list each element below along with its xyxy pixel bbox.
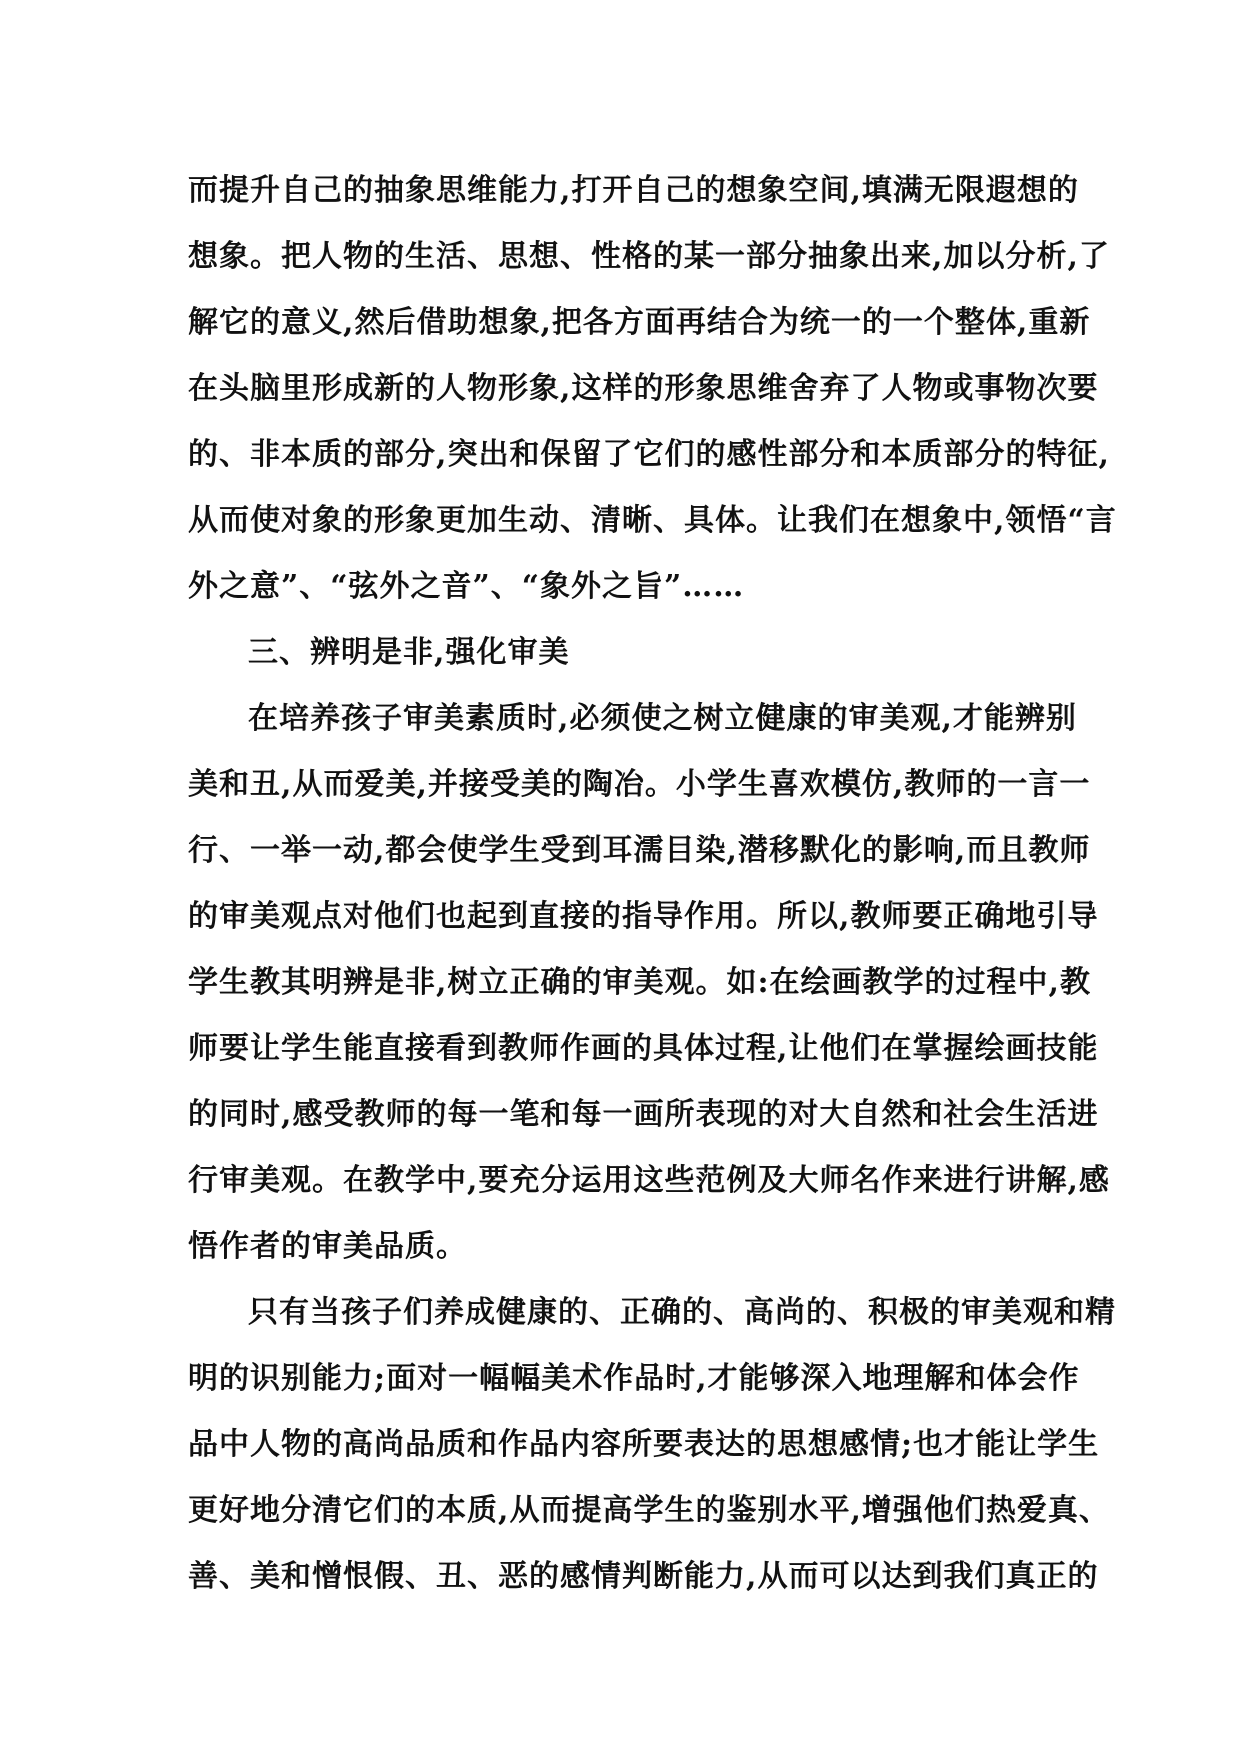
- text-line: 在培养孩子审美素质时,必须使之树立健康的审美观,才能辨别: [248, 701, 1077, 736]
- text-line: 从而使对象的形象更加生动、清晰、具体。让我们在想象中,领悟“言: [188, 503, 1117, 538]
- text-line: 在头脑里形成新的人物形象,这样的形象思维舍弃了人物或事物次要: [188, 371, 1099, 406]
- text-line: 悟作者的审美品质。: [188, 1229, 467, 1264]
- text-line: 品中人物的高尚品质和作品内容所要表达的思想感情;也才能让学生: [188, 1427, 1100, 1462]
- text-line: 学生教其明辨是非,树立正确的审美观。如:在绘画教学的过程中,教: [188, 965, 1091, 1000]
- text-line: 更好地分清它们的本质,从而提高学生的鉴别水平,增强他们热爱真、: [188, 1493, 1110, 1528]
- text-line: 明的识别能力;面对一幅幅美术作品时,才能够深入地理解和体会作: [188, 1361, 1080, 1396]
- text-line: 行审美观。在教学中,要充分运用这些范例及大师名作来进行讲解,感: [188, 1163, 1110, 1198]
- body-text: [188, 158, 1117, 1610]
- text-line: 而提升自己的抽象思维能力,打开自己的想象空间,填满无限遐想的: [188, 173, 1079, 208]
- text-line: 想象。把人物的生活、思想、性格的某一部分抽象出来,加以分析,了: [188, 239, 1110, 274]
- text-line: 解它的意义,然后借助想象,把各方面再结合为统一的一个整体,重新: [188, 305, 1091, 340]
- text-line: 师要让学生能直接看到教师作画的具体过程,让他们在掌握绘画技能: [188, 1031, 1099, 1066]
- text-line: 的、非本质的部分,突出和保留了它们的感性部分和本质部分的特征,: [188, 437, 1110, 472]
- text-line: 美和丑,从而爱美,并接受美的陶冶。小学生喜欢模仿,教师的一言一: [188, 767, 1091, 802]
- text-line: 只有当孩子们养成健康的、正确的、高尚的、积极的审美观和精: [248, 1295, 1116, 1330]
- text-line: 善、美和憎恨假、丑、恶的感情判断能力,从而可以达到我们真正的: [188, 1559, 1099, 1594]
- text-line: 的审美观点对他们也起到直接的指导作用。所以,教师要正确地引导: [188, 899, 1099, 934]
- section-heading: 三、辨明是非,强化审美: [248, 635, 570, 670]
- text-line: 的同时,感受教师的每一笔和每一画所表现的对大自然和社会生活进: [188, 1097, 1099, 1132]
- text-line: 行、一举一动,都会使学生受到耳濡目染,潜移默化的影响,而且教师: [188, 833, 1091, 868]
- text-line: 外之意”、“弦外之音”、“象外之旨”……: [188, 569, 745, 604]
